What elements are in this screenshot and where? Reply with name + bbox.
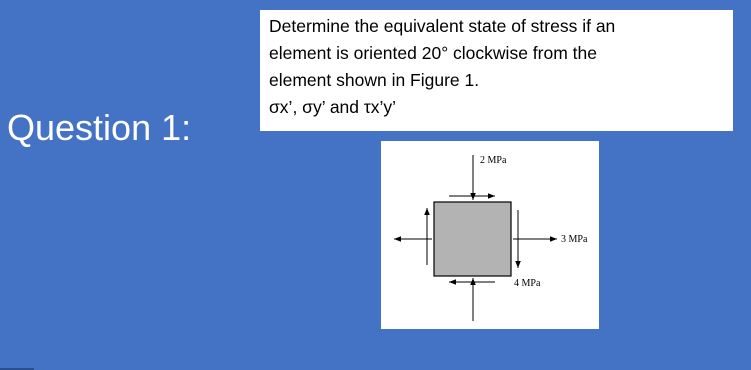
stress-element-diagram <box>381 141 599 329</box>
problem-line-2: element is oriented 20° clockwise from the <box>269 43 597 63</box>
label-bottom-stress: 4 MPa <box>514 278 541 289</box>
problem-line-1: Determine the equivalent state of stress if an <box>269 16 616 36</box>
stress-element-figure <box>381 141 599 329</box>
question-title: Question 1: <box>7 107 192 148</box>
label-right-stress: 3 MPa <box>561 234 588 245</box>
label-top-stress: 2 MPa <box>480 155 507 166</box>
problem-line-4: σx’, σy’ and τx’y’ <box>269 97 397 117</box>
problem-line-3: element shown in Figure 1. <box>269 70 480 90</box>
stress-element-square <box>434 202 511 276</box>
problem-text-box <box>260 10 733 131</box>
